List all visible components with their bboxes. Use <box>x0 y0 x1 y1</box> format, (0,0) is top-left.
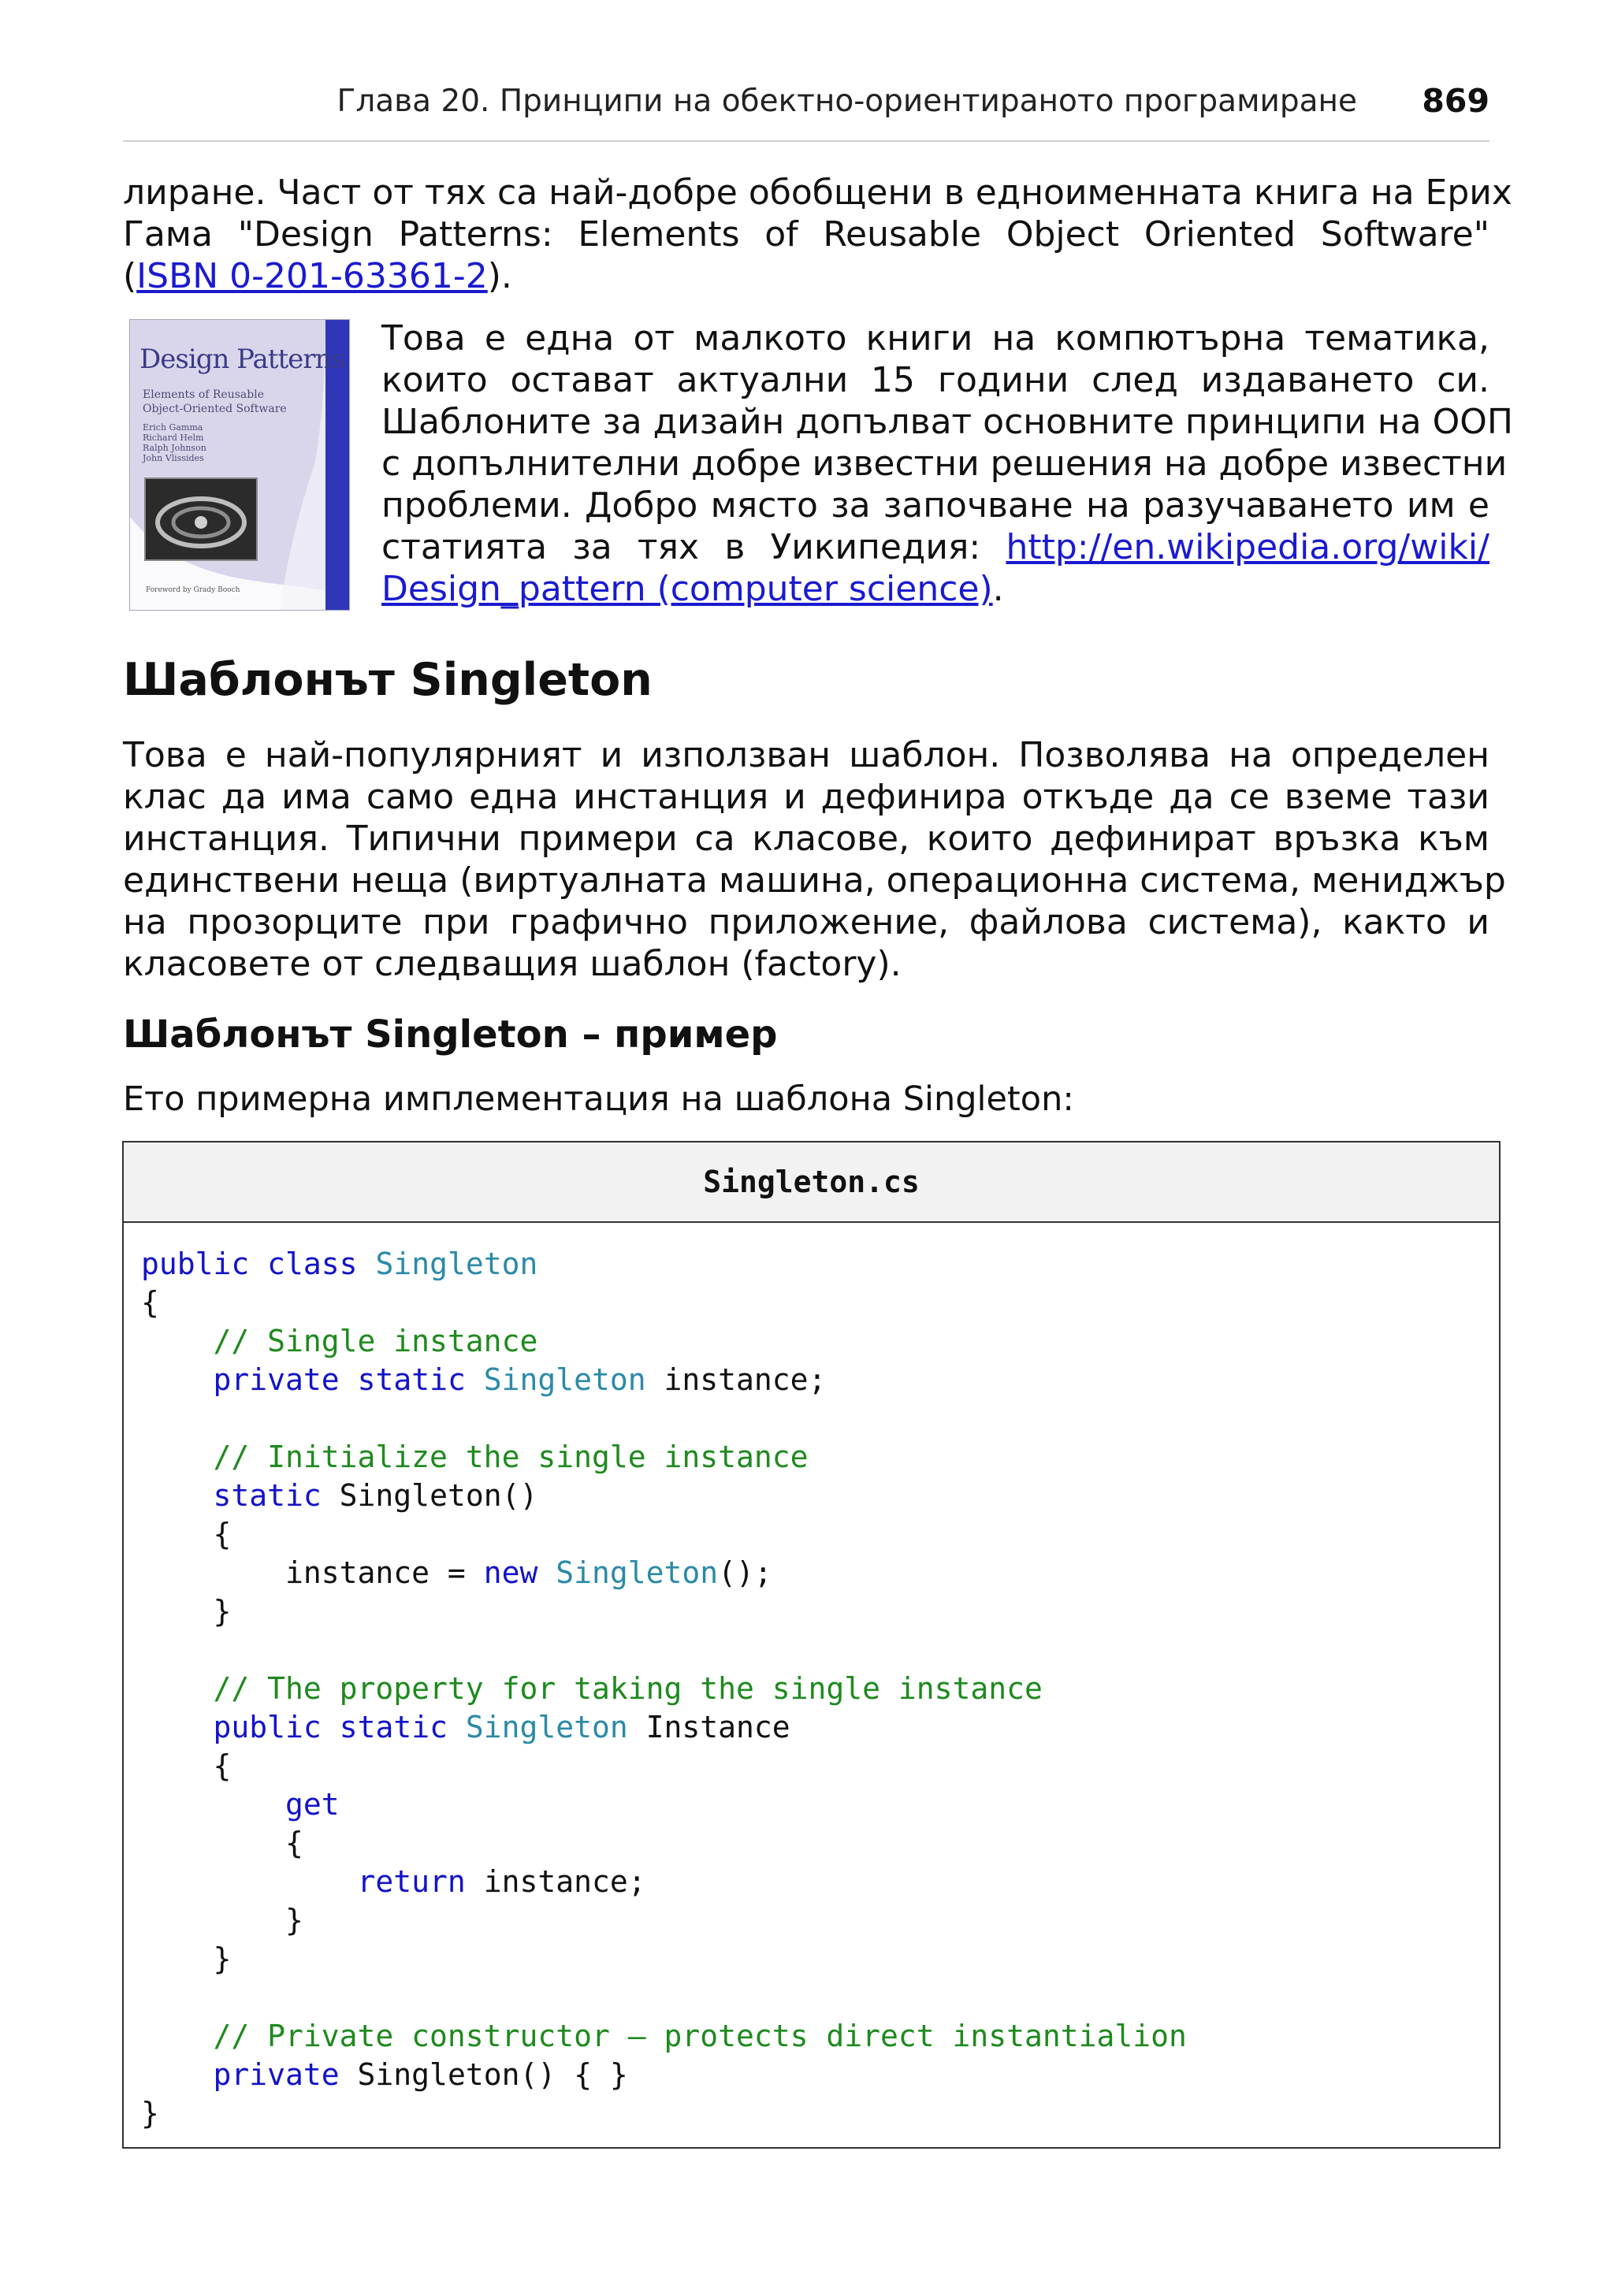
code-line <box>141 1438 1187 1477</box>
code-token: return <box>357 1864 466 1899</box>
code-token: (); <box>718 1555 772 1590</box>
paragraph-line <box>381 526 1489 568</box>
code-line <box>141 1322 1187 1361</box>
code-line <box>141 1592 1187 1631</box>
code-line <box>141 1901 1187 1940</box>
code-token: // The property for taking the single instance <box>213 1671 1043 1706</box>
paragraph-line: лиране. Част от тях са най-добре обобщени в едноименната книга на Ерих <box>123 173 1512 213</box>
code-token: private <box>213 1362 340 1397</box>
code-token <box>141 1710 214 1744</box>
paragraph-line: проблеми. Добро място за започване на разучаването им е <box>381 485 1489 526</box>
code-token: Singleton <box>375 1246 538 1281</box>
page-header <box>123 79 1489 142</box>
cover-author: Ralph Johnson <box>143 443 206 453</box>
code-token: public <box>213 1710 322 1744</box>
code-token: Singleton <box>556 1555 719 1590</box>
code-token: } <box>141 1594 232 1629</box>
code-token: Singleton <box>483 1362 646 1397</box>
intro-text: Ето примерна имплементация на шаблона Singleton: <box>123 1079 1074 1119</box>
period: . <box>992 569 1004 609</box>
code-token: { <box>141 1517 232 1551</box>
code-token <box>448 1710 466 1744</box>
code-line <box>141 1361 1187 1399</box>
paragraph-line: Това е най-популярният и използван шаблон. Позволява на определен <box>123 735 1489 775</box>
code-token <box>340 1362 358 1397</box>
paragraph-line: с допълнителни добре известни решения на добре известни <box>381 444 1508 484</box>
code-line <box>141 2056 1187 2094</box>
code-token: } <box>141 1941 232 1976</box>
code-token <box>141 1362 214 1397</box>
cover-subtitle <box>143 388 287 416</box>
code-token: instance; <box>465 1864 646 1899</box>
code-line <box>141 1824 1187 1863</box>
cover-author: John Vlissides <box>143 453 204 463</box>
code-token <box>141 1864 358 1899</box>
code-line <box>141 1670 1187 1708</box>
paragraph-line: на прозорците при графично приложение, файлова система), както и <box>123 902 1489 942</box>
paren-open: ( <box>123 256 137 296</box>
code-token: } <box>141 1903 303 1937</box>
code-token <box>322 1710 340 1744</box>
code-token: // Single instance <box>213 1324 538 1358</box>
cover-authors <box>143 422 206 463</box>
paragraph-line: Гама "Design Patterns: Elements of Reusable Object Oriented Software" <box>123 214 1489 254</box>
code-token: { <box>141 1826 303 1860</box>
paragraph-line: клас да има само една инстанция и дефинира откъде да се вземе тази <box>123 777 1489 817</box>
code-line <box>141 1978 1187 2017</box>
code-token: static <box>357 1362 466 1397</box>
code-token: get <box>285 1787 340 1822</box>
cover-title: Design Patterns <box>139 344 344 375</box>
cover-foreword: Foreword by Grady Booch <box>146 586 240 594</box>
code-line <box>141 1785 1187 1824</box>
code-token: static <box>339 1710 448 1744</box>
code-token <box>141 1671 214 1706</box>
code-token: Singleton() <box>321 1478 538 1513</box>
code-line <box>141 1399 1187 1438</box>
wikipedia-text: статията за тях в Уикипедия: <box>381 527 981 567</box>
paragraph-line: инстанция. Типични примери са класове, които дефинират връзка към <box>123 819 1489 859</box>
code-token <box>466 1362 484 1397</box>
paragraph-line <box>123 255 1489 297</box>
code-token <box>141 2057 214 2092</box>
code-token: { <box>141 1748 232 1783</box>
code-filename: Singleton.cs <box>124 1142 1499 1223</box>
code-token: new <box>483 1555 538 1590</box>
code-token <box>141 1787 285 1822</box>
code-token: static <box>213 1478 322 1513</box>
code-line <box>141 1708 1187 1747</box>
code-token: private <box>213 2057 340 2092</box>
code-token: public <box>141 1246 250 1281</box>
code-line <box>141 1515 1187 1554</box>
code-line <box>141 1554 1187 1592</box>
code-token <box>537 1555 556 1590</box>
paragraph-line: Това е една от малкото книги на компютърна тематика, <box>381 318 1489 359</box>
paragraph-line: класовете от следващия шаблон (factory). <box>123 944 902 984</box>
code-token: instance; <box>645 1362 827 1397</box>
code-token: Instance <box>627 1710 790 1744</box>
code-token: } <box>141 2096 159 2131</box>
code-line <box>141 2017 1187 2056</box>
code-token: // Private constructor – protects direct instantialion <box>213 2019 1187 2053</box>
code-token: Singleton() { } <box>339 2057 628 2092</box>
code-token: instance = <box>141 1555 484 1590</box>
code-listing <box>122 1141 1501 2149</box>
page-number: 869 <box>1422 82 1489 120</box>
cover-subtitle-line: Object-Oriented Software <box>143 403 287 415</box>
section-paragraph <box>123 734 1506 985</box>
chapter-title: Глава 20. Принципи на обектно-ориентираното програмиране <box>337 84 1357 119</box>
code-line <box>141 1284 1187 1322</box>
code-token <box>358 1246 376 1281</box>
subsection-heading: Шаблонът Singleton – пример <box>123 1012 778 1057</box>
code-line <box>141 1747 1187 1785</box>
code-line <box>141 1477 1187 1515</box>
isbn-link[interactable]: ISBN 0-201-63361-2 <box>136 256 488 296</box>
section-heading: Шаблонът Singleton <box>123 654 653 706</box>
code-line <box>141 1940 1187 1978</box>
paren-close: ). <box>487 256 512 296</box>
cover-author: Erich Gamma <box>143 422 203 433</box>
code-line <box>141 2094 1187 2133</box>
paragraph-line: които остават актуални 15 години след издаването си. <box>381 360 1489 400</box>
code-line <box>141 1631 1187 1670</box>
code-token: class <box>267 1246 358 1281</box>
paragraph-line: Шаблоните за дизайн допълват основните принципи на ООП <box>381 402 1513 442</box>
code-token: { <box>141 1285 159 1320</box>
wikipedia-link-continued[interactable]: Design_pattern (computer science) <box>381 569 993 609</box>
cover-illustration <box>144 477 258 561</box>
cover-subtitle-line: Elements of Reusable <box>143 388 264 401</box>
code-token <box>141 1478 214 1513</box>
code-token <box>141 1440 214 1474</box>
top-paragraph <box>123 172 1512 297</box>
code-token: Singleton <box>465 1710 628 1744</box>
paragraph-line: единствени неща (виртуалната машина, операционна система, мениджър <box>123 860 1506 901</box>
code-token <box>141 1324 214 1358</box>
side-paragraph <box>381 318 1513 610</box>
code-token: // Initialize the single instance <box>213 1440 809 1474</box>
code-token <box>249 1246 267 1281</box>
code-line <box>141 1245 1187 1284</box>
code-body <box>141 1245 1187 2133</box>
paragraph-line <box>381 568 1489 610</box>
code-line <box>141 1863 1187 1901</box>
wikipedia-link[interactable]: http://en.wikipedia.org/wiki/ <box>1006 527 1489 567</box>
code-token <box>141 2019 214 2053</box>
book-cover-image <box>129 319 350 611</box>
cover-author: Richard Helm <box>143 433 204 443</box>
